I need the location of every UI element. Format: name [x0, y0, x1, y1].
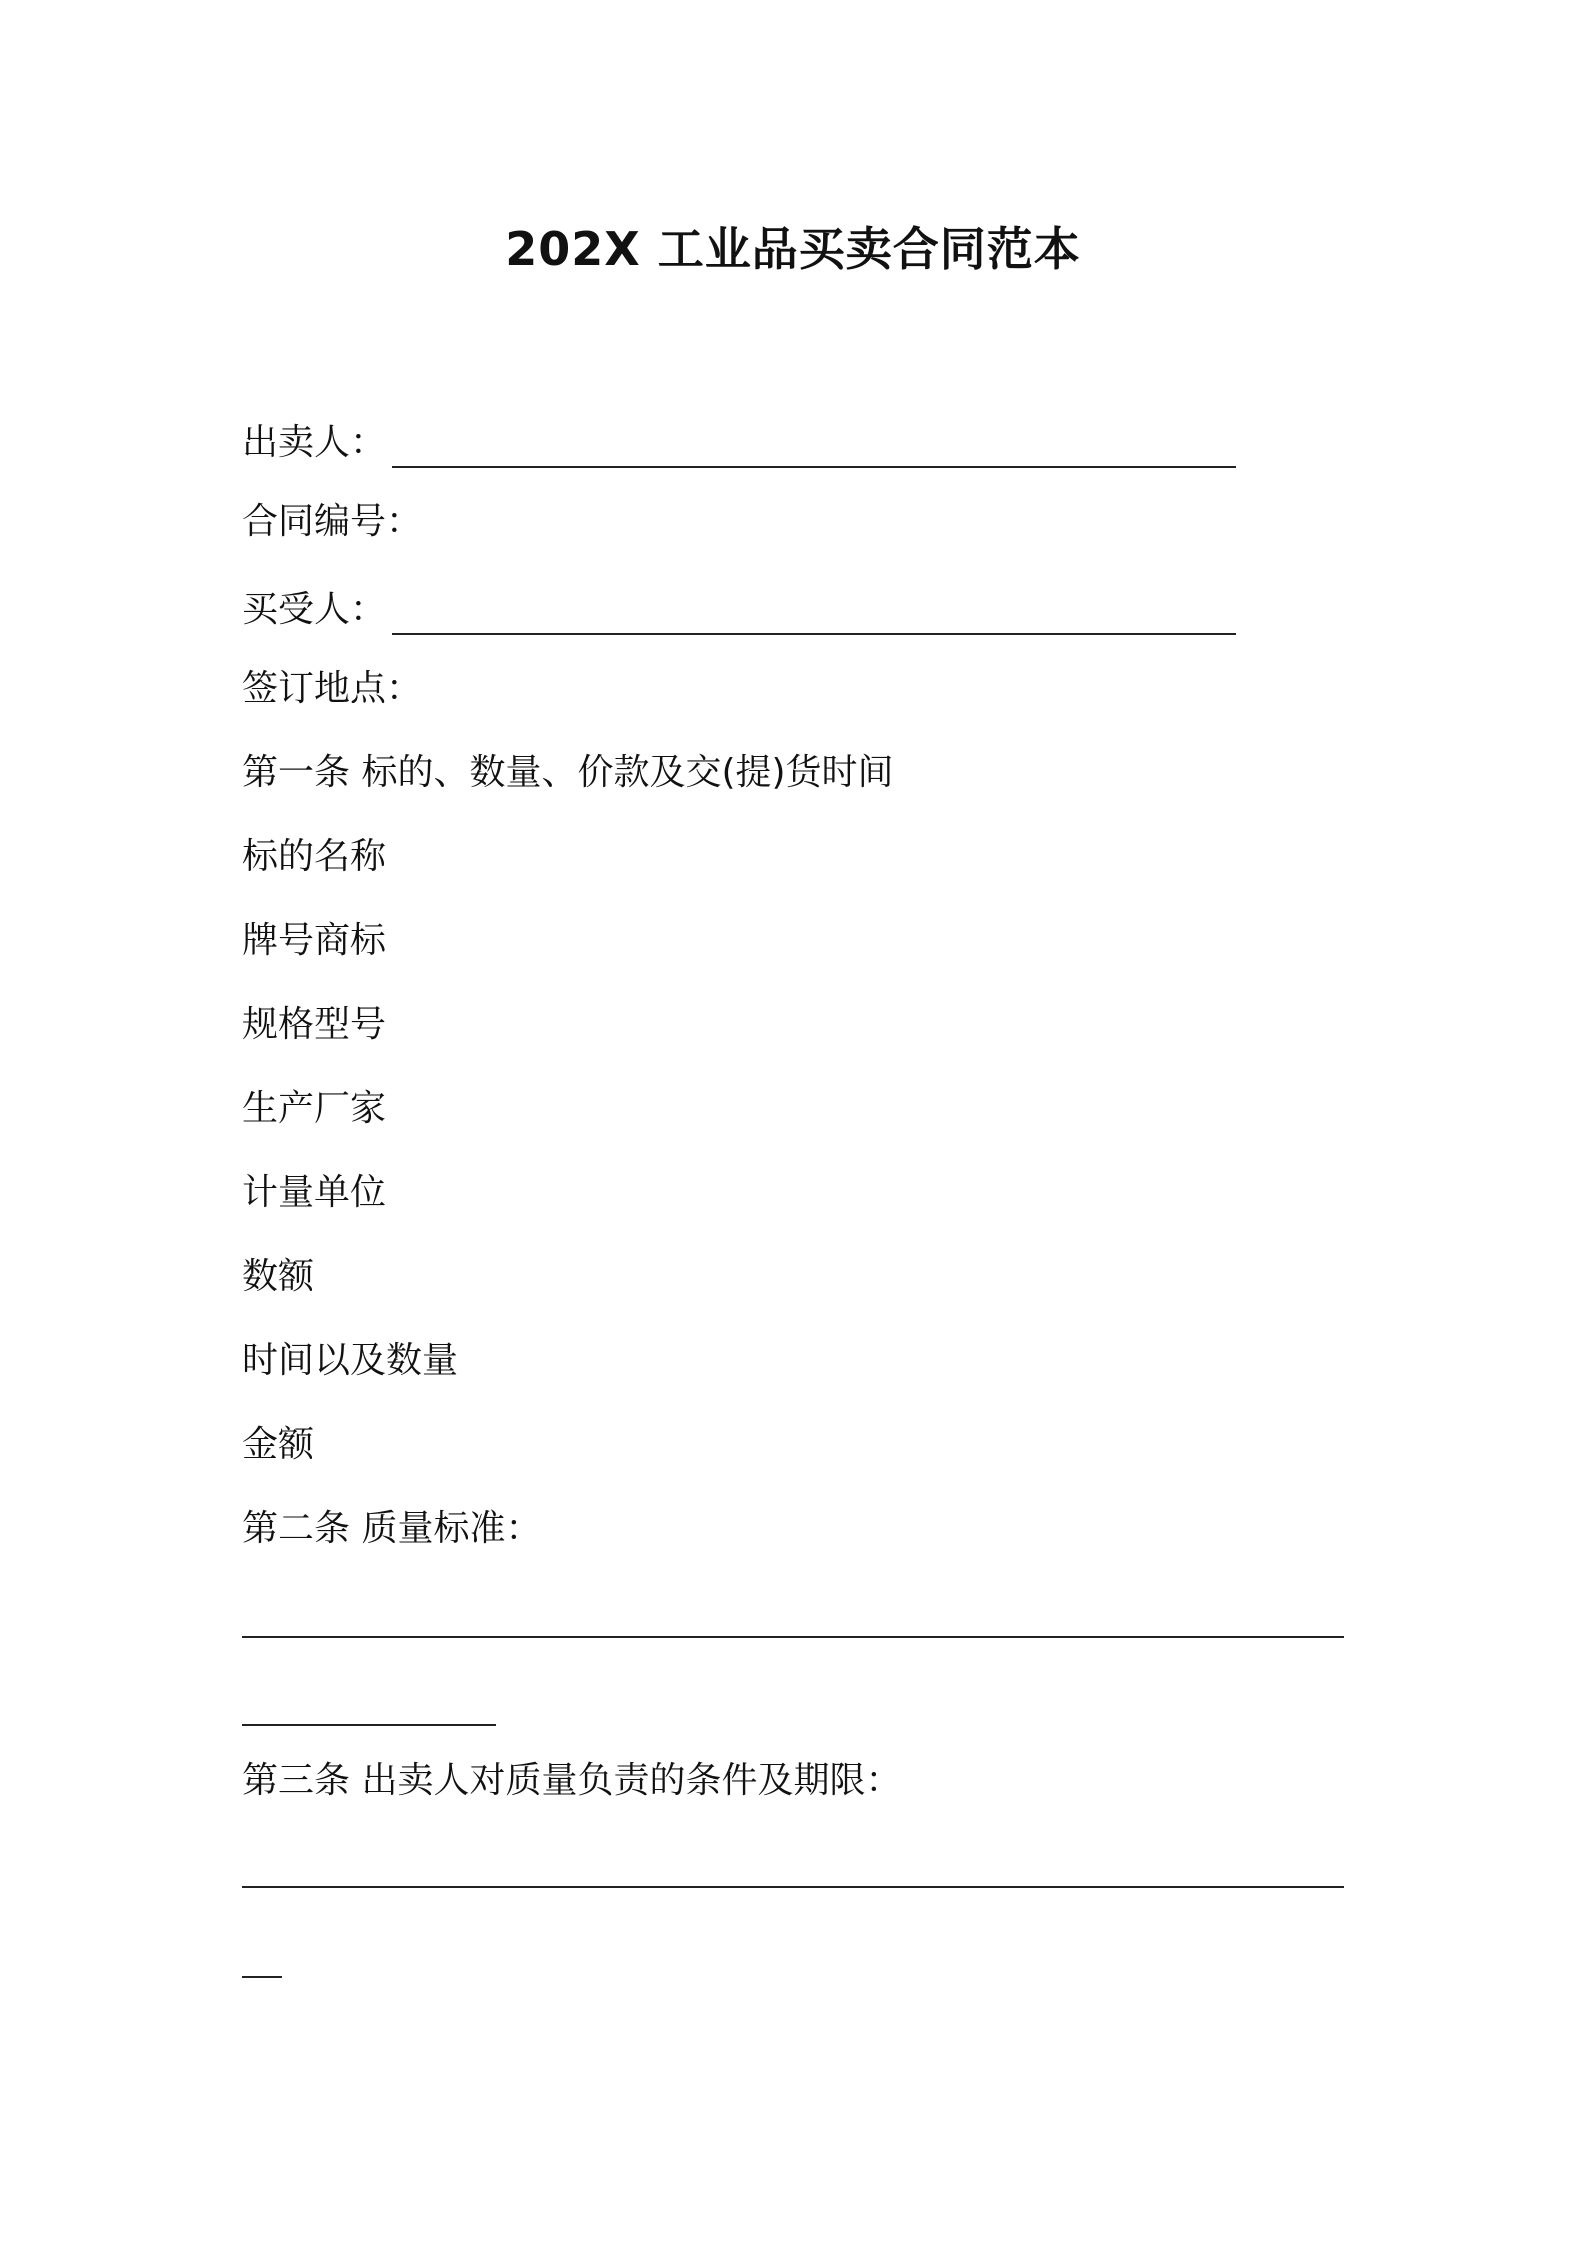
article1-item: 计量单位	[242, 1172, 387, 1213]
seller-line	[242, 418, 1236, 468]
article2-blank-line	[242, 1636, 1344, 1638]
article3-blank-line	[242, 1976, 282, 1978]
buyer-line	[242, 585, 1236, 635]
buyer-label: 买受人：	[242, 589, 387, 630]
article1-item: 金额	[242, 1424, 315, 1465]
article1-item: 标的名称	[242, 836, 387, 877]
seller-label: 出卖人：	[242, 422, 387, 463]
article3-heading: 第三条 出卖人对质量负责的条件及期限：	[242, 1760, 902, 1801]
article1-item: 规格型号	[242, 1004, 387, 1045]
article1-item: 数额	[242, 1256, 315, 1297]
article2-heading: 第二条 质量标准：	[242, 1508, 542, 1549]
article1-heading: 第一条 标的、数量、价款及交(提)货时间	[242, 752, 894, 793]
document-title: 202X 工业品买卖合同范本	[505, 222, 1081, 276]
contract-number-label: 合同编号：	[242, 501, 423, 542]
article1-item: 生产厂家	[242, 1088, 387, 1129]
article3-blank-line	[242, 1886, 1344, 1888]
article2-blank-line	[242, 1724, 496, 1726]
buyer-blank	[392, 597, 1236, 635]
seller-blank	[392, 430, 1236, 468]
article1-item: 牌号商标	[242, 920, 387, 961]
article1-item: 时间以及数量	[242, 1340, 459, 1381]
sign-place-label: 签订地点：	[242, 668, 423, 709]
